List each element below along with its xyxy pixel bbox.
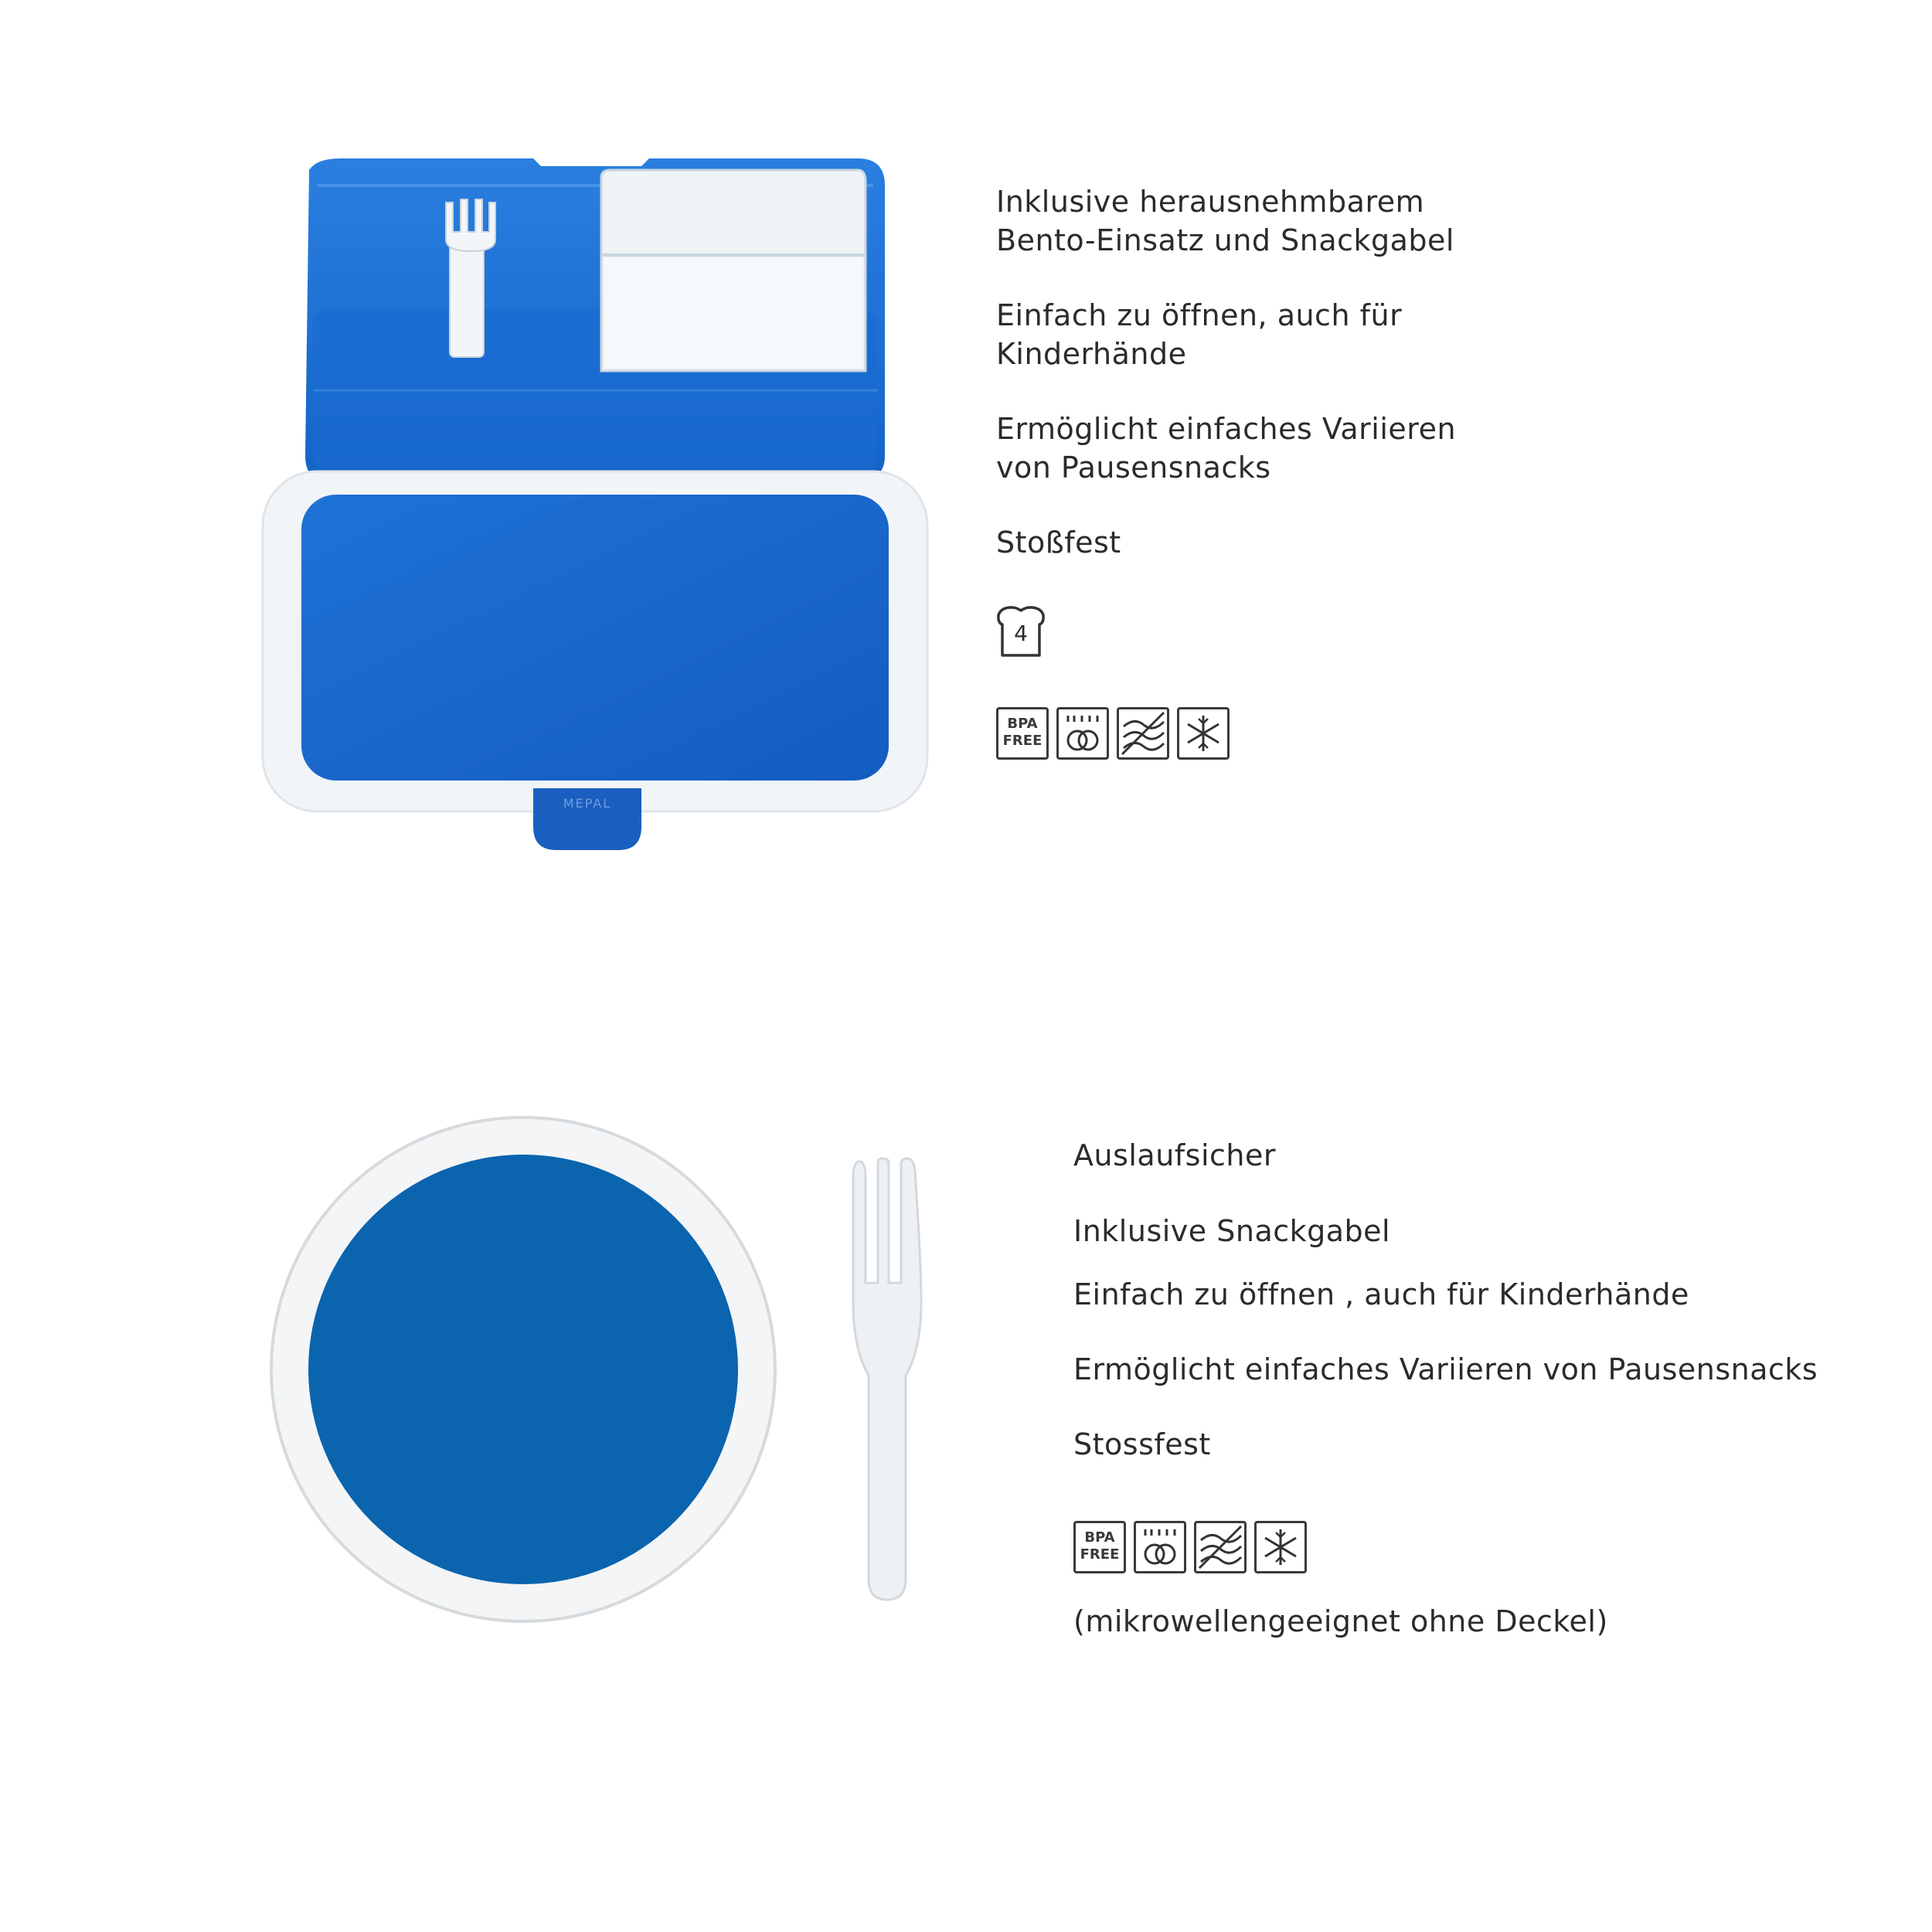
freezer-icon — [1254, 1521, 1307, 1573]
microwave-icon — [1117, 707, 1169, 760]
feature-2-line-2: Kinderhände — [996, 337, 1187, 371]
dishwasher-icon — [1056, 707, 1109, 760]
feature-4: Stoßfest — [996, 526, 1121, 560]
plate-image — [267, 1113, 781, 1627]
lunchbox-image — [255, 147, 935, 866]
bpa-free-icon: BPA FREE — [996, 707, 1049, 760]
p2-feature-2: Inklusive Snackgabel — [1073, 1214, 1391, 1248]
p2-feature-5: Stossfest — [1073, 1427, 1211, 1461]
svg-text:MEPAL: MEPAL — [563, 796, 612, 811]
bpa-free-icon: BPA FREE — [1073, 1521, 1126, 1573]
snack-fork-image — [850, 1155, 923, 1604]
feature-1-line-2: Bento-Einsatz und Snackgabel — [996, 223, 1454, 257]
dishwasher-icon — [1134, 1521, 1186, 1573]
capacity-value: 4 — [1014, 621, 1028, 646]
p2-feature-3: Einfach zu öffnen , auch für Kinderhände — [1073, 1277, 1689, 1311]
toast-slice-icon — [996, 604, 1046, 660]
feature-2-line-1: Einfach zu öffnen, auch für — [996, 298, 1403, 332]
freezer-icon — [1177, 707, 1230, 760]
feature-1-line-1: Inklusive herausnehmbarem — [996, 185, 1425, 219]
microwave-note: (mikrowellengeeignet ohne Deckel) — [1073, 1604, 1608, 1638]
feature-3-line-2: von Pausensnacks — [996, 451, 1271, 485]
feature-3-line-1: Ermöglicht einfaches Variieren — [996, 412, 1457, 446]
p2-feature-1: Auslaufsicher — [1073, 1138, 1277, 1172]
p2-feature-4: Ermöglicht einfaches Variieren von Pausensnacks — [1073, 1352, 1818, 1386]
microwave-icon — [1194, 1521, 1247, 1573]
